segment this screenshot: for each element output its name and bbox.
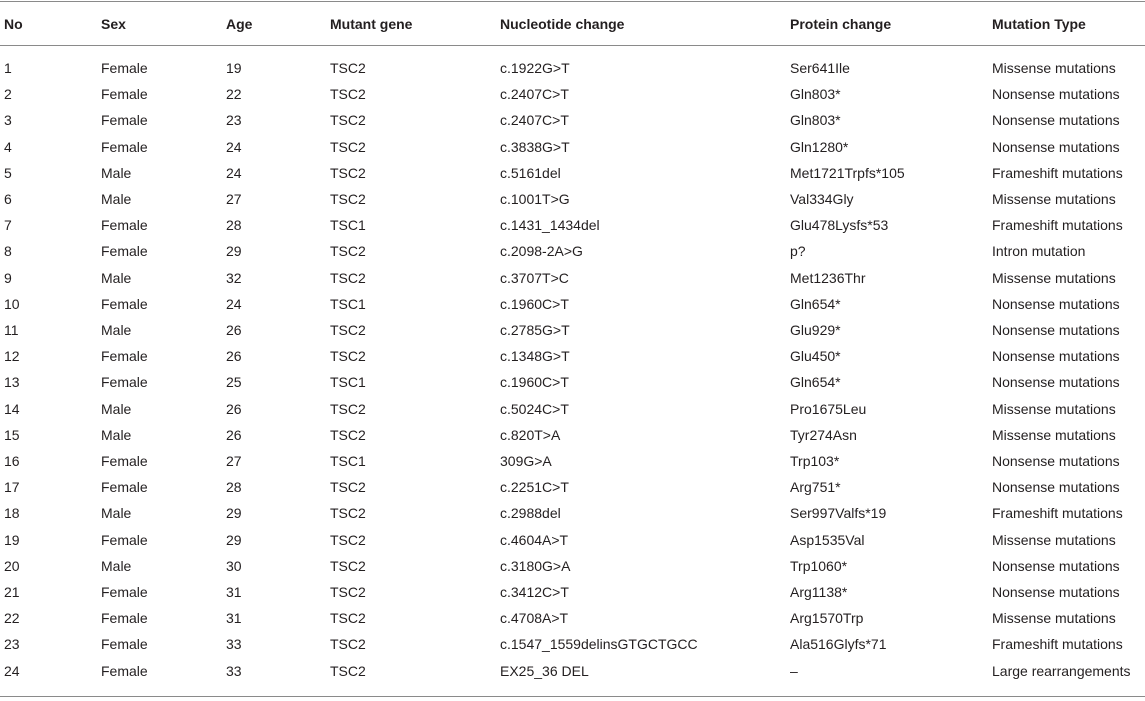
cell-age: 29 — [226, 505, 242, 522]
table-row — [0, 448, 1145, 474]
cell-nucleotide-change: c.1960C>T — [500, 374, 569, 391]
cell-sex: Female — [101, 348, 148, 365]
cell-mutant-gene: TSC2 — [330, 138, 366, 155]
cell-mutant-gene: TSC1 — [330, 453, 366, 469]
cell-age: 31 — [226, 584, 242, 600]
cell-nucleotide-change: c.4708A>T — [500, 610, 569, 627]
cell-mutation-type: Missense mutations — [992, 191, 1116, 207]
table-header-rule — [0, 45, 1145, 46]
cell-mutation-type: Missense mutations — [992, 531, 1116, 548]
table-row — [0, 186, 1145, 212]
cell-age: 27 — [226, 191, 242, 207]
table-row — [0, 422, 1145, 448]
cell-mutation-type: Intron mutation — [992, 243, 1086, 260]
cell-nucleotide-change: c.1001T>G — [500, 191, 570, 207]
cell-age: 33 — [226, 662, 242, 679]
cell-sex: Female — [101, 138, 148, 155]
cell-sex: Female — [101, 374, 148, 391]
cell-protein-change: Arg751* — [790, 479, 841, 496]
cell-mutant-gene: TSC2 — [330, 243, 366, 260]
cell-age: 29 — [226, 531, 242, 548]
cell-age: 23 — [226, 112, 242, 129]
cell-mutation-type: Missense mutations — [992, 60, 1116, 76]
cell-protein-change: Trp103* — [790, 453, 840, 469]
cell-age: 29 — [226, 243, 242, 260]
cell-nucleotide-change: EX25_36 DEL — [500, 662, 589, 679]
cell-mutation-type: Missense mutations — [992, 400, 1116, 417]
cell-age: 26 — [226, 348, 242, 365]
cell-age: 30 — [226, 557, 242, 574]
cell-mutation-type: Nonsense mutations — [992, 584, 1120, 600]
cell-sex: Female — [101, 86, 148, 103]
cell-age: 26 — [226, 426, 242, 443]
table-row — [0, 396, 1145, 422]
cell-protein-change: Ser997Valfs*19 — [790, 505, 887, 522]
cell-nucleotide-change: c.5024C>T — [500, 400, 569, 417]
cell-mutant-gene: TSC2 — [330, 479, 366, 496]
cell-no: 2 — [4, 86, 12, 103]
cell-mutation-type: Missense mutations — [992, 269, 1116, 286]
cell-protein-change: Pro1675Leu — [790, 400, 867, 417]
table-bottom-rule — [0, 696, 1145, 697]
table-row — [0, 55, 1145, 81]
header-mutation-type: Mutation Type — [992, 15, 1086, 32]
cell-mutation-type: Nonsense mutations — [992, 348, 1120, 365]
cell-no: 18 — [4, 505, 20, 522]
cell-sex: Female — [101, 60, 148, 76]
table-row — [0, 134, 1145, 160]
table-row — [0, 553, 1145, 579]
cell-mutant-gene: TSC2 — [330, 426, 366, 443]
cell-age: 33 — [226, 636, 242, 653]
cell-age: 22 — [226, 86, 242, 103]
cell-sex: Male — [101, 557, 132, 574]
cell-mutant-gene: TSC2 — [330, 557, 366, 574]
table-row — [0, 631, 1145, 657]
cell-no: 4 — [4, 138, 12, 155]
cell-mutant-gene: TSC2 — [330, 322, 366, 338]
cell-protein-change: Gln654* — [790, 295, 841, 312]
cell-protein-change: Gln1280* — [790, 138, 849, 155]
cell-mutation-type: Large rearrangements — [992, 662, 1131, 679]
cell-mutant-gene: TSC2 — [330, 636, 366, 653]
header-no: No — [4, 15, 23, 32]
header-age: Age — [226, 15, 253, 32]
cell-age: 28 — [226, 479, 242, 496]
cell-no: 12 — [4, 348, 20, 365]
cell-protein-change: Gln654* — [790, 374, 841, 391]
cell-mutant-gene: TSC2 — [330, 505, 366, 522]
header-protein-change: Protein change — [790, 15, 892, 32]
table-row — [0, 160, 1145, 186]
cell-nucleotide-change: c.1348G>T — [500, 348, 570, 365]
cell-mutant-gene: TSC2 — [330, 112, 366, 129]
cell-mutant-gene: TSC2 — [330, 400, 366, 417]
cell-nucleotide-change: c.4604A>T — [500, 531, 569, 548]
table-row — [0, 81, 1145, 107]
cell-nucleotide-change: 309G>A — [500, 453, 552, 469]
cell-nucleotide-change: c.3838G>T — [500, 138, 570, 155]
cell-mutant-gene: TSC2 — [330, 348, 366, 365]
cell-age: 24 — [226, 164, 242, 181]
cell-nucleotide-change: c.2098-2A>G — [500, 243, 583, 260]
cell-protein-change: Asp1535Val — [790, 531, 865, 548]
table-row — [0, 369, 1145, 395]
cell-mutation-type: Frameshift mutations — [992, 164, 1123, 181]
cell-nucleotide-change: c.2251C>T — [500, 479, 569, 496]
cell-mutant-gene: TSC2 — [330, 662, 366, 679]
cell-no: 24 — [4, 662, 20, 679]
cell-age: 27 — [226, 453, 242, 469]
cell-mutant-gene: TSC2 — [330, 269, 366, 286]
table-row — [0, 474, 1145, 500]
cell-sex: Female — [101, 112, 148, 129]
cell-no: 13 — [4, 374, 20, 391]
cell-age: 19 — [226, 60, 242, 76]
cell-protein-change: Gln803* — [790, 86, 841, 103]
cell-sex: Male — [101, 400, 132, 417]
cell-mutant-gene: TSC2 — [330, 584, 366, 600]
cell-nucleotide-change: c.2988del — [500, 505, 561, 522]
cell-mutation-type: Frameshift mutations — [992, 217, 1123, 234]
cell-mutant-gene: TSC2 — [330, 191, 366, 207]
cell-protein-change: Gln803* — [790, 112, 841, 129]
cell-mutation-type: Frameshift mutations — [992, 505, 1123, 522]
cell-no: 9 — [4, 269, 12, 286]
cell-protein-change: – — [790, 662, 798, 679]
cell-mutation-type: Nonsense mutations — [992, 295, 1120, 312]
cell-nucleotide-change: c.3412C>T — [500, 584, 569, 600]
cell-no: 20 — [4, 557, 20, 574]
table-row — [0, 238, 1145, 264]
cell-no: 21 — [4, 584, 20, 600]
cell-mutant-gene: TSC1 — [330, 295, 366, 312]
table-row — [0, 317, 1145, 343]
cell-sex: Male — [101, 322, 132, 338]
cell-mutant-gene: TSC1 — [330, 374, 366, 391]
cell-sex: Female — [101, 584, 148, 600]
cell-sex: Male — [101, 269, 132, 286]
cell-age: 28 — [226, 217, 242, 234]
cell-nucleotide-change: c.1431_1434del — [500, 217, 600, 234]
cell-no: 1 — [4, 60, 12, 76]
cell-no: 23 — [4, 636, 20, 653]
cell-mutant-gene: TSC2 — [330, 60, 366, 76]
cell-no: 6 — [4, 191, 12, 207]
cell-sex: Female — [101, 531, 148, 548]
cell-mutation-type: Nonsense mutations — [992, 557, 1120, 574]
cell-no: 11 — [4, 322, 19, 338]
cell-no: 19 — [4, 531, 20, 548]
header-nucleotide-change: Nucleotide change — [500, 15, 625, 32]
cell-protein-change: Ser641Ile — [790, 60, 850, 76]
cell-no: 10 — [4, 295, 20, 312]
cell-no: 3 — [4, 112, 12, 129]
cell-sex: Male — [101, 505, 132, 522]
cell-mutation-type: Nonsense mutations — [992, 453, 1120, 469]
table-row — [0, 605, 1145, 631]
cell-sex: Female — [101, 453, 148, 469]
cell-mutation-type: Nonsense mutations — [992, 479, 1120, 496]
cell-nucleotide-change: c.1547_1559delinsGTGCTGCC — [500, 636, 698, 653]
cell-mutant-gene: TSC2 — [330, 86, 366, 103]
cell-mutation-type: Missense mutations — [992, 610, 1116, 627]
cell-sex: Female — [101, 217, 148, 234]
cell-protein-change: Arg1138* — [790, 584, 848, 600]
cell-mutant-gene: TSC1 — [330, 217, 366, 234]
cell-sex: Female — [101, 479, 148, 496]
cell-mutant-gene: TSC2 — [330, 164, 366, 181]
cell-mutation-type: Frameshift mutations — [992, 636, 1123, 653]
cell-nucleotide-change: c.1960C>T — [500, 295, 569, 312]
cell-protein-change: Val334Gly — [790, 191, 854, 207]
cell-age: 32 — [226, 269, 242, 286]
table-row — [0, 500, 1145, 526]
cell-protein-change: Tyr274Asn — [790, 426, 857, 443]
cell-sex: Female — [101, 662, 148, 679]
cell-age: 24 — [226, 138, 242, 155]
cell-nucleotide-change: c.2407C>T — [500, 112, 569, 129]
header-mutant-gene: Mutant gene — [330, 15, 413, 32]
table-row — [0, 265, 1145, 291]
cell-protein-change: Met1236Thr — [790, 269, 866, 286]
cell-sex: Female — [101, 610, 148, 627]
table-row — [0, 527, 1145, 553]
cell-nucleotide-change: c.2785G>T — [500, 322, 570, 338]
cell-nucleotide-change: c.3707T>C — [500, 269, 569, 286]
cell-age: 26 — [226, 322, 242, 338]
cell-mutation-type: Nonsense mutations — [992, 86, 1120, 103]
cell-protein-change: Met1721Trpfs*105 — [790, 164, 905, 181]
cell-nucleotide-change: c.3180G>A — [500, 557, 571, 574]
table-row — [0, 291, 1145, 317]
cell-protein-change: Glu478Lysfs*53 — [790, 217, 889, 234]
cell-protein-change: p? — [790, 243, 806, 260]
cell-sex: Male — [101, 426, 132, 443]
cell-nucleotide-change: c.820T>A — [500, 426, 561, 443]
cell-no: 8 — [4, 243, 12, 260]
cell-sex: Male — [101, 191, 132, 207]
cell-mutation-type: Nonsense mutations — [992, 374, 1120, 391]
cell-nucleotide-change: c.5161del — [500, 164, 561, 181]
cell-no: 16 — [4, 453, 20, 469]
cell-mutant-gene: TSC2 — [330, 610, 366, 627]
cell-mutation-type: Nonsense mutations — [992, 138, 1120, 155]
cell-protein-change: Trp1060* — [790, 557, 848, 574]
cell-protein-change: Glu929* — [790, 322, 841, 338]
table-header-row — [0, 2, 1145, 45]
cell-no: 5 — [4, 164, 12, 181]
table-row — [0, 579, 1145, 605]
cell-mutation-type: Nonsense mutations — [992, 112, 1120, 129]
table-row — [0, 343, 1145, 369]
table-row — [0, 107, 1145, 133]
cell-mutant-gene: TSC2 — [330, 531, 366, 548]
cell-age: 31 — [226, 610, 242, 627]
cell-nucleotide-change: c.2407C>T — [500, 86, 569, 103]
cell-sex: Male — [101, 164, 132, 181]
cell-mutation-type: Nonsense mutations — [992, 322, 1120, 338]
cell-protein-change: Arg1570Trp — [790, 610, 864, 627]
cell-sex: Female — [101, 295, 148, 312]
header-sex: Sex — [101, 15, 126, 32]
cell-sex: Female — [101, 243, 148, 260]
cell-sex: Female — [101, 636, 148, 653]
cell-no: 14 — [4, 400, 20, 417]
cell-no: 17 — [4, 479, 20, 496]
cell-no: 15 — [4, 426, 20, 443]
table-row — [0, 212, 1145, 238]
cell-age: 26 — [226, 400, 242, 417]
cell-age: 25 — [226, 374, 242, 391]
cell-no: 22 — [4, 610, 20, 627]
cell-protein-change: Glu450* — [790, 348, 841, 365]
cell-no: 7 — [4, 217, 12, 234]
table-row — [0, 658, 1145, 684]
cell-mutation-type: Missense mutations — [992, 426, 1116, 443]
cell-age: 24 — [226, 295, 242, 312]
cell-protein-change: Ala516Glyfs*71 — [790, 636, 887, 653]
cell-nucleotide-change: c.1922G>T — [500, 60, 570, 76]
